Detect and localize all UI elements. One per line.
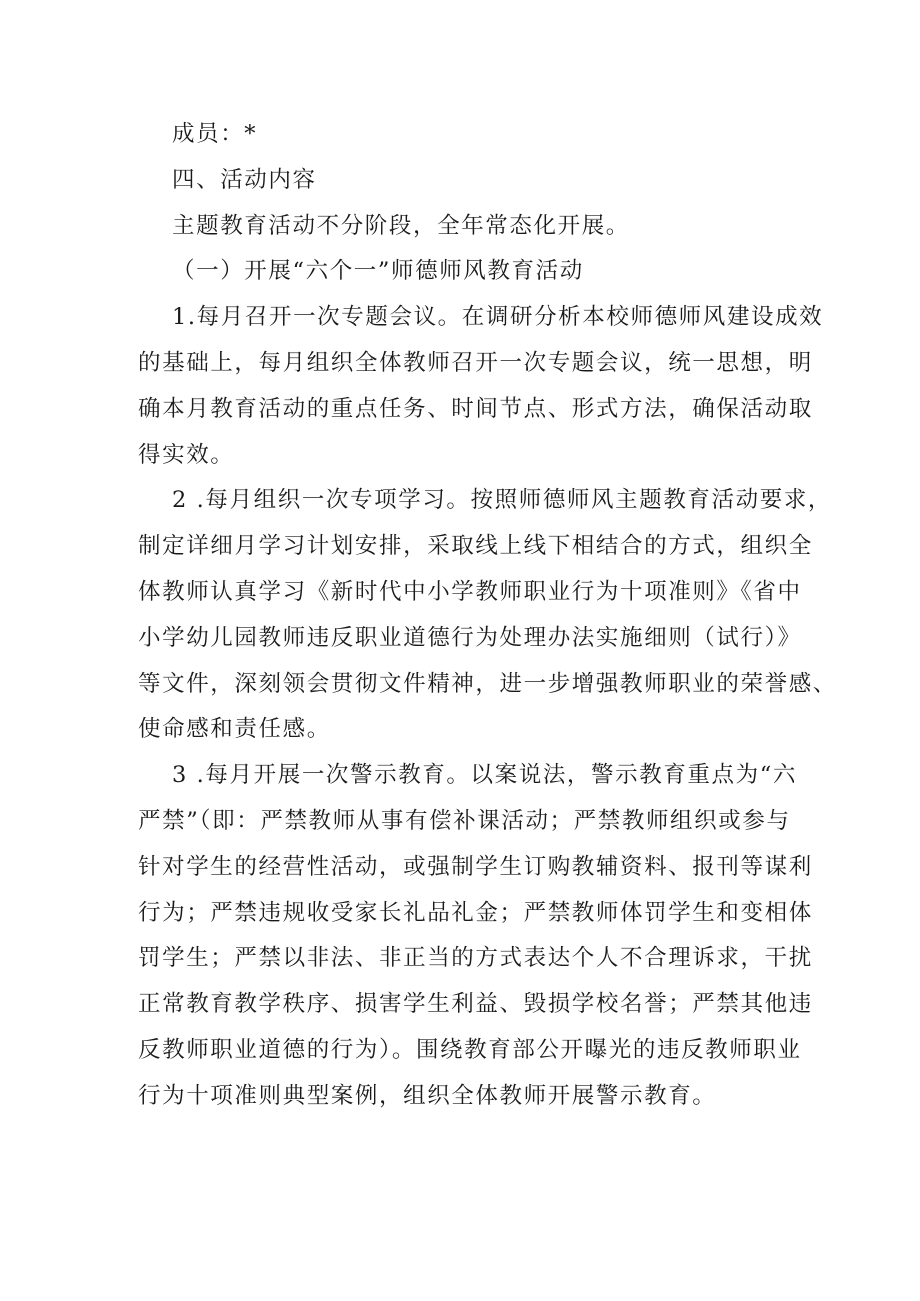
item-3-line: 针对学生的经营性活动，或强制学生订购教辅资料、报刊等谋利 (138, 853, 813, 880)
item-3-line: 严禁”（即：严禁教师从事有偿补课活动；严禁教师组织或参与 (138, 807, 791, 834)
subheading-one: （一）开展“六个一”师德师风教育活动 (172, 258, 584, 285)
item-3-line: 罚学生；严禁以非法、非正当的方式表达个人不合理诉求，干扰 (138, 945, 813, 972)
members-line: 成员：* (172, 121, 258, 147)
item-3-line: 3 .每月开展一次警示教育。以案说法，警示教育重点为“六 (172, 762, 797, 789)
item-3-line: 行为；严禁违规收受家长礼品礼金；严禁教师体罚学生和变相体 (138, 899, 813, 926)
item-2-line: 体教师认真学习《新时代中小学教师职业行为十项准则》《省中 (138, 578, 802, 605)
item-2-line: 2 .每月组织一次专项学习。按照师德师风主题教育活动要求， (172, 487, 833, 514)
item-2-line: 小学幼儿园教师违反职业道德行为处理办法实施细则（试行）》 (138, 624, 802, 651)
item-1-line: 1.每月召开一次专题会议。在调研分析本校师德师风建设成效 (172, 304, 824, 331)
section-four-heading: 四、活动内容 (172, 166, 317, 193)
document-body (138, 112, 837, 1120)
item-1-line: 确本月教育活动的重点任务、时间节点、形式方法，确保活动取 (138, 395, 813, 422)
item-1-line: 得实效。 (138, 441, 235, 468)
item-3-line: 正常教育教学秩序、损害学生利益、毁损学校名誉；严禁其他违 (138, 991, 813, 1018)
item-3-line: 反教师职业道德的行为）。围绕教育部公开曝光的违反教师职业 (138, 1036, 802, 1063)
item-1-line: 的基础上，每月组织全体教师召开一次专题会议，统一思想，明 (138, 349, 813, 376)
item-2-line: 等文件，深刻领会贯彻文件精神，进一步增强教师职业的荣誉感、 (138, 670, 837, 697)
item-2-paragraph (138, 478, 837, 753)
item-3-paragraph (138, 753, 813, 1119)
item-3-line: 行为十项准则典型案例，组织全体教师开展警示教育。 (138, 1082, 717, 1109)
item-2-line: 制定详细月学习计划安排，采取线上线下相结合的方式，组织全 (138, 533, 813, 560)
item-2-line: 使命感和责任感。 (138, 716, 331, 743)
intro-paragraph: 主题教育活动不分阶段，全年常态化开展。 (172, 212, 630, 239)
item-1-paragraph (138, 295, 824, 478)
